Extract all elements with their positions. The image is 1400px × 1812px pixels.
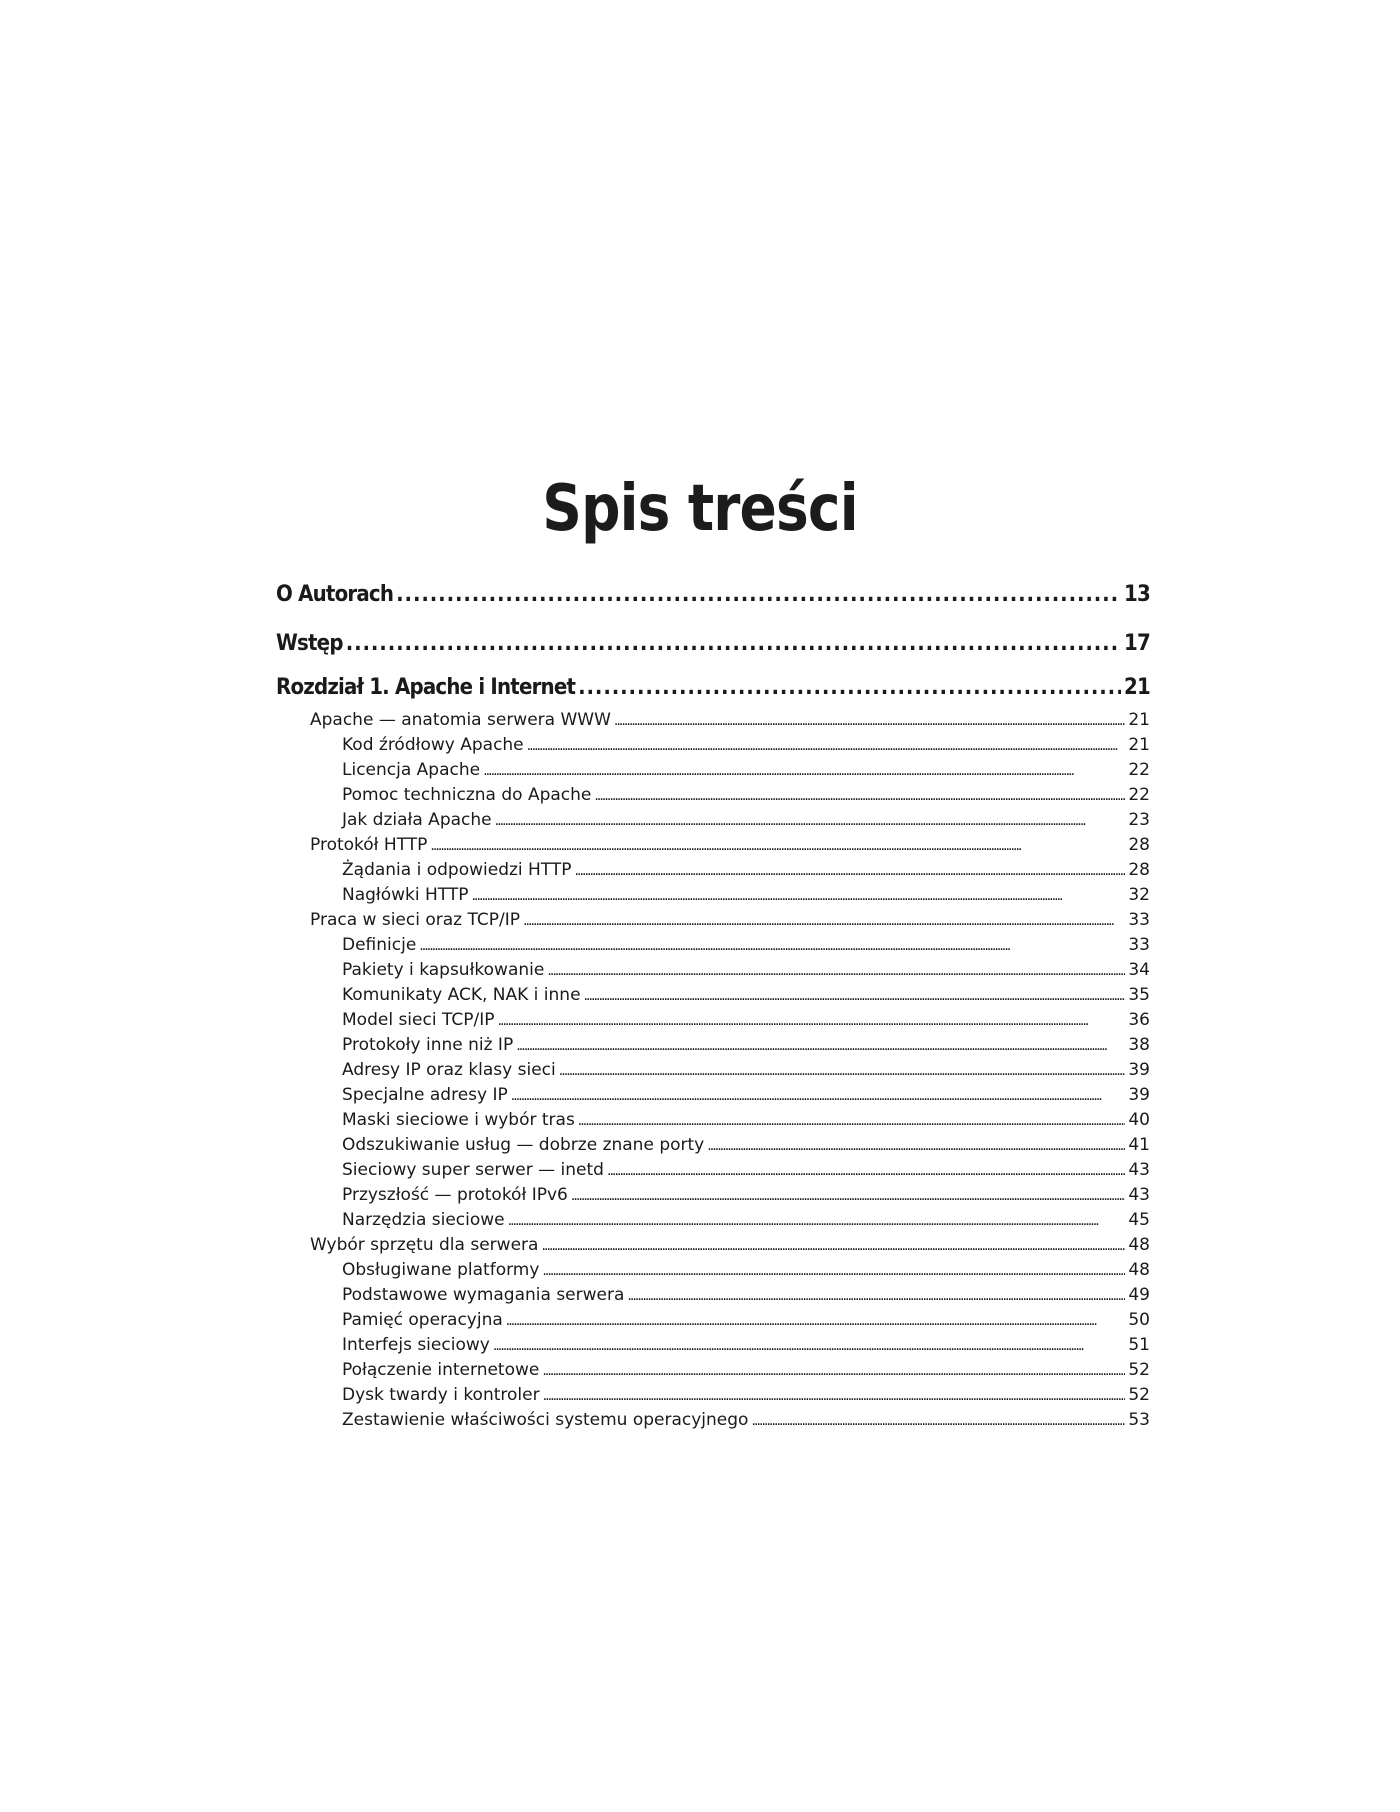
dot-leader [472, 883, 1126, 909]
toc-entry-page-number: 13 [1124, 582, 1150, 607]
toc-entry-page-number: 39 [1128, 1085, 1150, 1105]
dot-leader [707, 1133, 1125, 1159]
toc-entry-label: Protokoły inne niż IP [342, 1035, 514, 1055]
toc-entry [276, 1033, 1150, 1058]
toc-entry-label: O Autorach [276, 582, 394, 607]
toc-entry-page-number: 35 [1128, 985, 1150, 1005]
toc-entry-label: Narzędzia sieciowe [342, 1210, 505, 1230]
toc-entry-page-number: 49 [1128, 1285, 1150, 1305]
toc-entry [276, 1308, 1150, 1333]
toc-entry-label: Żądania i odpowiedzi HTTP [342, 860, 572, 880]
dot-leader [594, 783, 1125, 809]
table-of-contents [276, 570, 1150, 1433]
toc-entry-label: Odszukiwanie usług — dobrze znane porty [342, 1135, 705, 1155]
toc-entry-page-number: 38 [1128, 1035, 1150, 1055]
toc-chapter-entry [276, 668, 1150, 708]
toc-entry-label: Specjalne adresy IP [342, 1085, 508, 1105]
toc-entry-label: Wstęp [276, 631, 343, 656]
toc-entry-label: Nagłówki HTTP [342, 885, 469, 905]
toc-entry-label: Interfejs sieciowy [342, 1335, 490, 1355]
toc-entry-label: Rozdział 1. Apache i Internet [276, 675, 576, 700]
toc-entry-label: Komunikaty ACK, NAK i inne [342, 985, 581, 1005]
toc-entry-page-number: 23 [1128, 810, 1150, 830]
toc-entry-page-number: 36 [1128, 1010, 1150, 1030]
toc-entry-label: Licencja Apache [342, 760, 481, 780]
dot-leader [543, 1383, 1126, 1409]
toc-entry-page-number: 48 [1128, 1235, 1150, 1255]
toc-entry-page-number: 21 [1128, 710, 1150, 730]
dot-leader [495, 808, 1126, 834]
toc-chapter-entry [276, 619, 1150, 668]
toc-entry-page-number: 32 [1128, 885, 1150, 905]
toc-chapter-entry [276, 570, 1150, 619]
toc-entry [276, 708, 1150, 733]
toc-entry [276, 1358, 1150, 1383]
toc-entry-page-number: 33 [1128, 935, 1150, 955]
dot-leader [527, 733, 1126, 759]
toc-entry [276, 1108, 1150, 1133]
dot-leader [497, 1008, 1125, 1034]
dot-leader [751, 1408, 1125, 1434]
toc-entry-label: Sieciowy super serwer — inetd [342, 1160, 604, 1180]
toc-entry-label: Model sieci TCP/IP [342, 1010, 495, 1030]
toc-entry-page-number: 53 [1128, 1410, 1150, 1430]
dot-leader [627, 1283, 1125, 1309]
toc-entry [276, 1083, 1150, 1108]
toc-entry [276, 1408, 1150, 1433]
toc-entry [276, 1208, 1150, 1233]
dot-leader [493, 1333, 1126, 1359]
toc-entry-label: Adresy IP oraz klasy sieci [342, 1060, 556, 1080]
toc-entry-page-number: 22 [1128, 760, 1150, 780]
toc-entry [276, 1233, 1150, 1258]
toc-entry-label: Jak działa Apache [342, 810, 492, 830]
toc-entry [276, 1333, 1150, 1358]
dot-leader [607, 1158, 1125, 1184]
toc-entry [276, 808, 1150, 833]
toc-entry [276, 883, 1150, 908]
dot-leader [547, 958, 1125, 984]
toc-entry-label: Zestawienie właściwości systemu operacyjnego [342, 1410, 749, 1430]
toc-entry [276, 1258, 1150, 1283]
toc-entry-label: Praca w sieci oraz TCP/IP [310, 910, 520, 930]
toc-entry [276, 933, 1150, 958]
dot-leader [578, 1108, 1126, 1134]
toc-entry-label: Przyszłość — protokół IPv6 [342, 1185, 568, 1205]
toc-entry [276, 983, 1150, 1008]
toc-entry-page-number: 28 [1128, 835, 1150, 855]
toc-entry-label: Kod źródłowy Apache [342, 735, 524, 755]
toc-entry-page-number: 40 [1128, 1110, 1150, 1130]
toc-entry-page-number: 52 [1128, 1360, 1150, 1380]
toc-entry-page-number: 22 [1128, 785, 1150, 805]
toc-entry-page-number: 50 [1128, 1310, 1150, 1330]
toc-entry-page-number: 21 [1124, 675, 1150, 700]
toc-entry-label: Pamięć operacyjna [342, 1310, 503, 1330]
toc-entry-page-number: 39 [1128, 1060, 1150, 1080]
toc-entry [276, 1183, 1150, 1208]
dot-leader [578, 668, 1121, 708]
dot-leader [506, 1308, 1126, 1334]
dot-leader [508, 1208, 1126, 1234]
toc-entry [276, 1283, 1150, 1308]
toc-entry-page-number: 21 [1128, 735, 1150, 755]
toc-entry-page-number: 52 [1128, 1385, 1150, 1405]
toc-entry [276, 783, 1150, 808]
toc-entry-label: Definicje [342, 935, 417, 955]
toc-entry-label: Maski sieciowe i wybór tras [342, 1110, 575, 1130]
dot-leader [346, 619, 1121, 668]
toc-entry-label: Pomoc techniczna do Apache [342, 785, 592, 805]
dot-leader [614, 708, 1125, 734]
toc-entry [276, 1058, 1150, 1083]
toc-entry-label: Pakiety i kapsułkowanie [342, 960, 545, 980]
toc-entry [276, 1133, 1150, 1158]
toc-entry [276, 958, 1150, 983]
dot-leader [483, 758, 1125, 784]
toc-entry-page-number: 41 [1128, 1135, 1150, 1155]
toc-entry-label: Protokół HTTP [310, 835, 428, 855]
toc-entry [276, 1383, 1150, 1408]
dot-leader [511, 1083, 1126, 1109]
toc-entry-page-number: 28 [1128, 860, 1150, 880]
toc-entry [276, 1158, 1150, 1183]
toc-entry [276, 1008, 1150, 1033]
dot-leader [559, 1058, 1126, 1084]
toc-entry-page-number: 45 [1128, 1210, 1150, 1230]
toc-entry [276, 833, 1150, 858]
toc-entry-label: Obsługiwane platformy [342, 1260, 540, 1280]
toc-entry-page-number: 34 [1128, 960, 1150, 980]
toc-entry-page-number: 51 [1128, 1335, 1150, 1355]
toc-entry-page-number: 43 [1128, 1160, 1150, 1180]
dot-leader [516, 1033, 1125, 1059]
toc-entry-label: Dysk twardy i kontroler [342, 1385, 540, 1405]
page-title: Spis treści [542, 471, 858, 546]
dot-leader [575, 858, 1126, 884]
toc-entry [276, 733, 1150, 758]
toc-entry-label: Wybór sprzętu dla serwera [310, 1235, 539, 1255]
toc-entry-label: Apache — anatomia serwera WWW [310, 710, 611, 730]
dot-leader [571, 1183, 1126, 1209]
dot-leader [542, 1358, 1125, 1384]
dot-leader [396, 570, 1121, 619]
dot-leader [542, 1258, 1125, 1284]
toc-entry-page-number: 17 [1124, 631, 1150, 656]
toc-entry [276, 758, 1150, 783]
toc-entry-page-number: 33 [1128, 910, 1150, 930]
toc-entry-label: Podstawowe wymagania serwera [342, 1285, 625, 1305]
toc-entry-page-number: 43 [1128, 1185, 1150, 1205]
dot-leader [584, 983, 1126, 1009]
toc-entry-page-number: 48 [1128, 1260, 1150, 1280]
toc-entry-label: Połączenie internetowe [342, 1360, 540, 1380]
toc-entry [276, 908, 1150, 933]
dot-leader [541, 1233, 1125, 1259]
dot-leader [523, 908, 1125, 934]
dot-leader [430, 833, 1125, 859]
dot-leader [419, 933, 1125, 959]
toc-entry [276, 858, 1150, 883]
